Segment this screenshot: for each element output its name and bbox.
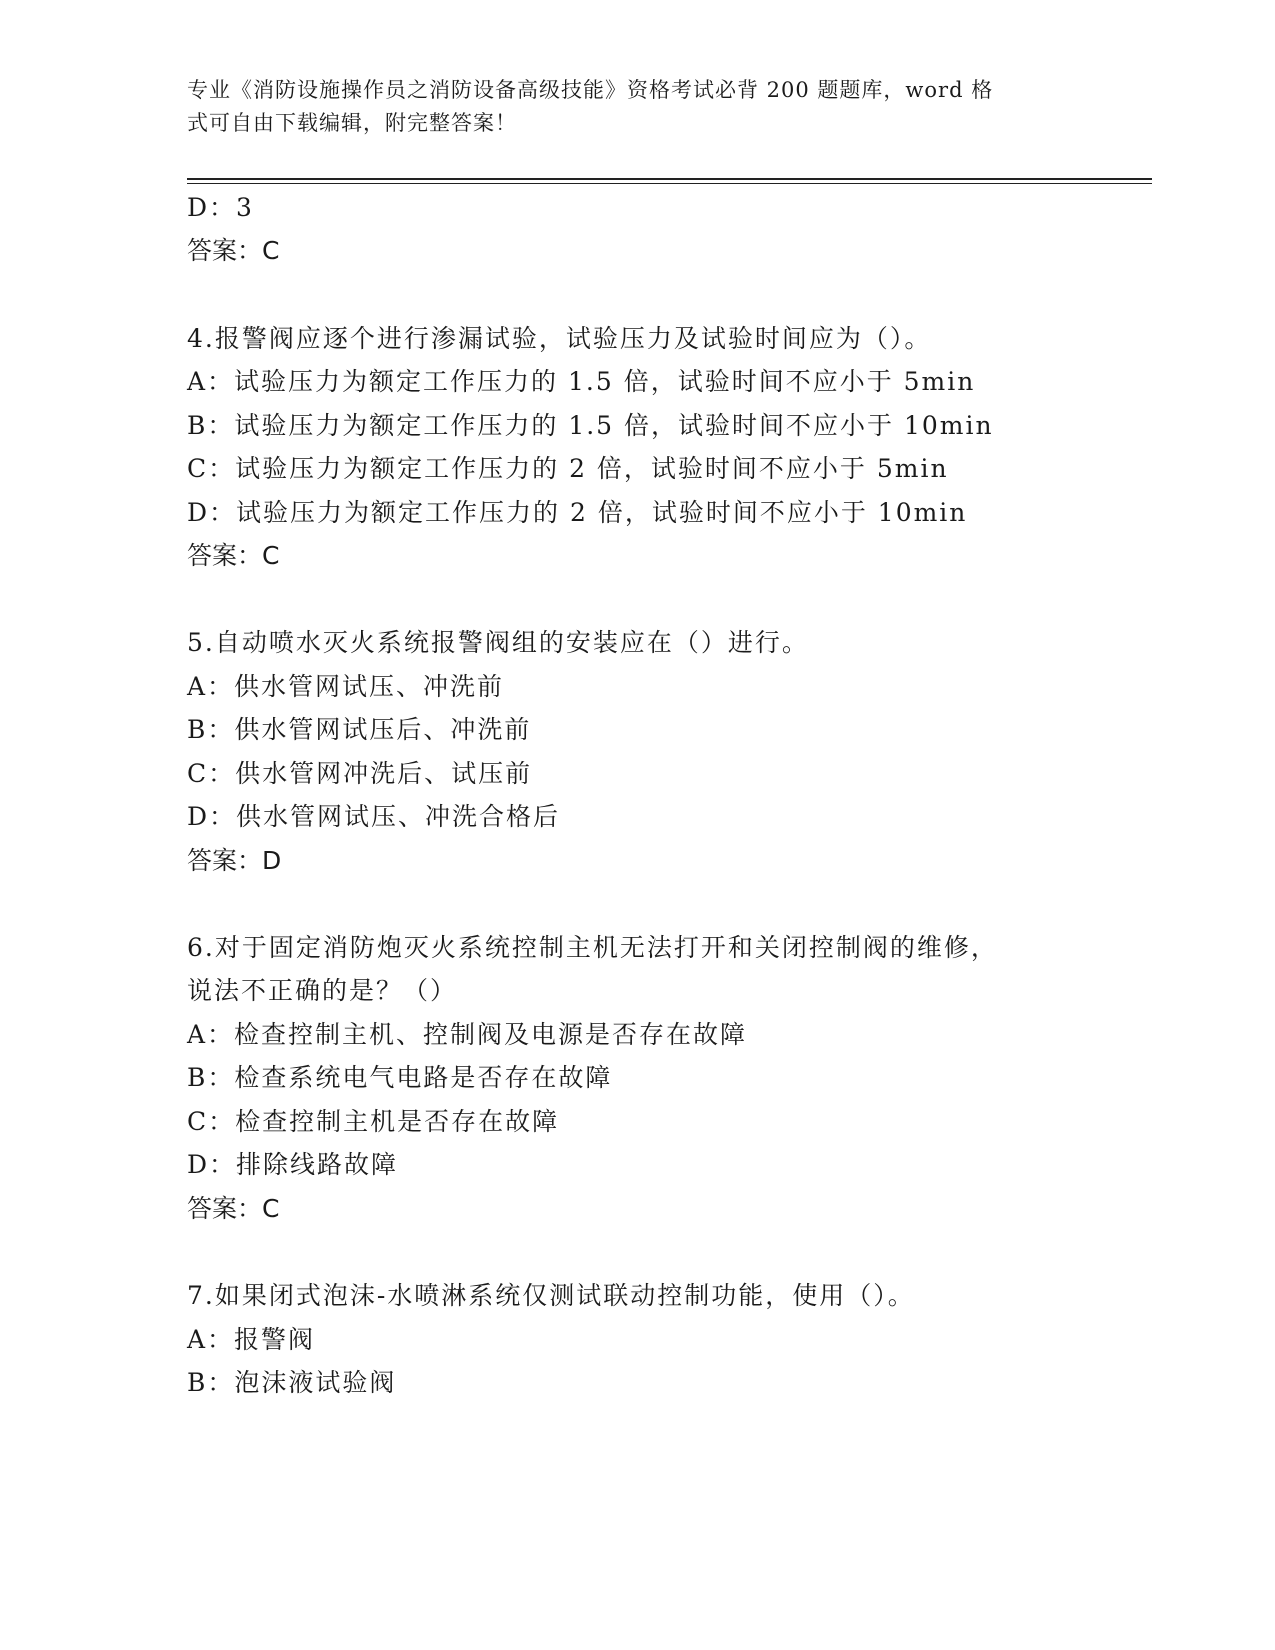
answer-label: 答案：C [187, 1194, 280, 1223]
option-b: B：泡沫液试验阀 [187, 1368, 397, 1397]
answer-label: 答案：C [187, 541, 280, 570]
answer-label: 答案：C [187, 236, 280, 265]
option-a: A：供水管网试压、冲洗前 [187, 672, 505, 701]
option-d: D：3 [187, 193, 254, 222]
question-stem-continued: 说法不正确的是？（） [187, 976, 458, 1005]
option-c: C：试验压力为额定工作压力的 2 倍，试验时间不应小于 5min [187, 454, 949, 483]
option-a: A：检查控制主机、控制阀及电源是否存在故障 [187, 1020, 748, 1049]
option-d: D：排除线路故障 [187, 1150, 399, 1179]
header-title [187, 74, 1067, 140]
question-stem: 7.如果闭式泡沫-水喷淋系统仅测试联动控制功能，使用（）。 [187, 1281, 915, 1310]
option-b: B：试验压力为额定工作压力的 1.5 倍，试验时间不应小于 10min [187, 411, 994, 440]
question-stem: 4.报警阀应逐个进行渗漏试验，试验压力及试验时间应为（）。 [187, 324, 932, 353]
header-line-2: 式可自由下载编辑，附完整答案！ [187, 111, 517, 135]
answer-label: 答案：D [187, 846, 282, 875]
option-c: C：检查控制主机是否存在故障 [187, 1107, 560, 1136]
option-c: C：供水管网冲洗后、试压前 [187, 759, 533, 788]
header-line-1: 专业《消防设施操作员之消防设备高级技能》资格考试必背 200 题题库，word 格 [187, 78, 994, 102]
option-b: B：检查系统电气电路是否存在故障 [187, 1063, 613, 1092]
option-b: B：供水管网试压后、冲洗前 [187, 715, 532, 744]
header-divider-thin [187, 183, 1152, 184]
option-d: D：供水管网试压、冲洗合格后 [187, 802, 561, 831]
option-a: A：报警阀 [187, 1325, 316, 1354]
question-stem: 5.自动喷水灭火系统报警阀组的安装应在（）进行。 [187, 628, 809, 657]
option-a: A：试验压力为额定工作压力的 1.5 倍，试验时间不应小于 5min [187, 367, 976, 396]
option-d: D：试验压力为额定工作压力的 2 倍，试验时间不应小于 10min [187, 498, 968, 527]
question-stem: 6.对于固定消防炮灭火系统控制主机无法打开和关闭控制阀的维修， [187, 933, 998, 962]
header-divider-thick [187, 178, 1152, 180]
